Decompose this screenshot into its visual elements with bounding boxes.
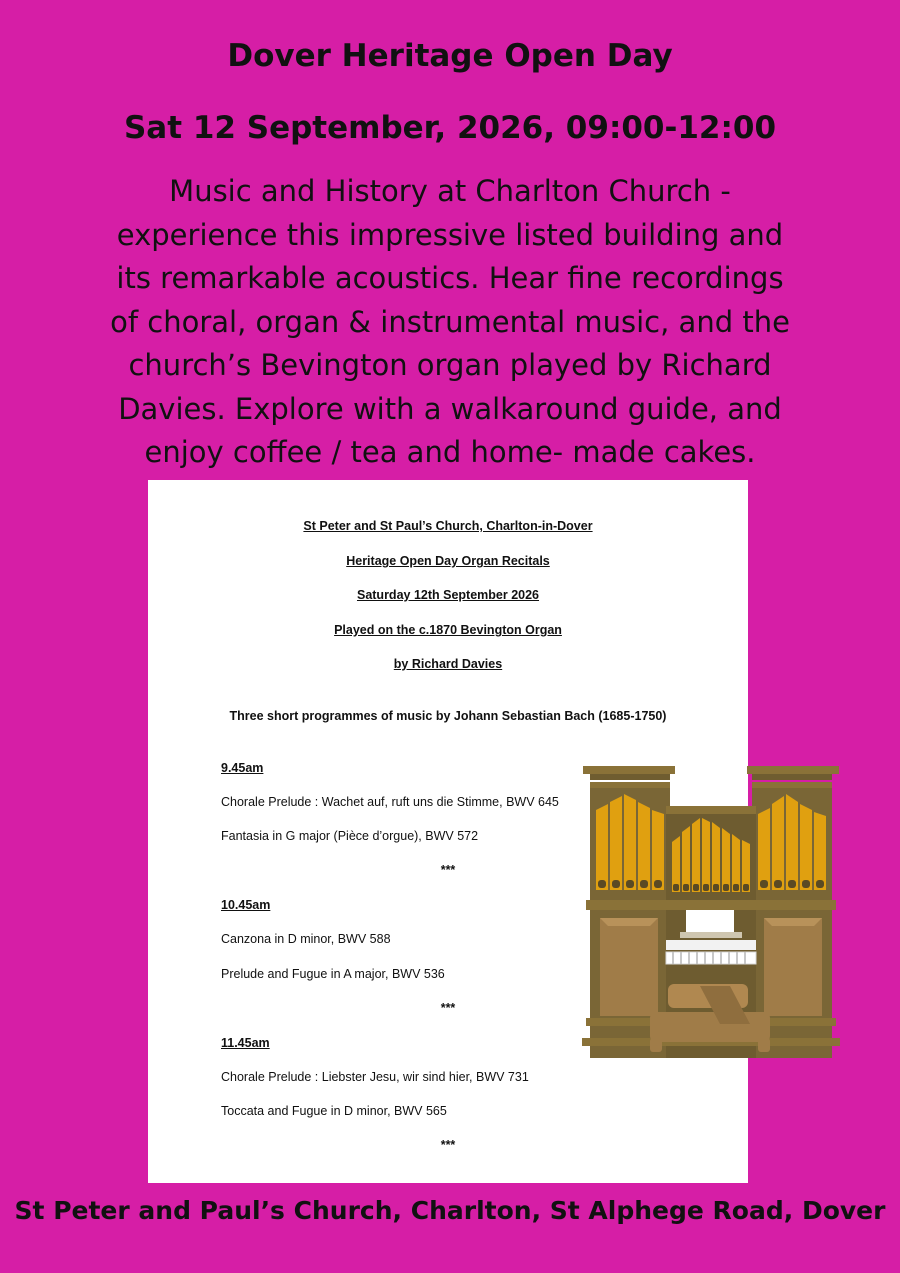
programme-date: Saturday 12th September 2026	[356, 588, 540, 602]
session-piece: Canzona in D minor, BWV 588	[221, 932, 391, 946]
session-time: 10.45am	[221, 898, 271, 912]
programme-performer: by Richard Davies	[393, 657, 503, 671]
session-time: 11.45am	[221, 1036, 270, 1050]
session-piece: Chorale Prelude : Liebster Jesu, wir sind hier, BWV 731	[221, 1070, 529, 1084]
session-piece: Toccata and Fugue in D minor, BWV 565	[221, 1104, 447, 1118]
event-description: Music and History at Charlton Church - experience this impressive listed building and its remarkable acoustics. Hear fine recordings of choral, organ & instrumental music, and the church’s Bevington organ played by Richard Davies. Explore with a walkaround guide, and enjoy coffee / tea and home- made cakes.	[110, 174, 790, 469]
session-separator: ***	[440, 863, 456, 877]
event-datetime: Sat 12 September, 2026, 09:00-12:00	[123, 110, 777, 146]
session-separator: ***	[440, 1001, 456, 1015]
programme-event: Heritage Open Day Organ Recitals	[346, 554, 550, 568]
session-time: 9.45am	[221, 761, 264, 775]
session-piece: Prelude and Fugue in A major, BWV 536	[221, 967, 445, 981]
programme-church: St Peter and St Paul’s Church, Charlton-in-Dover	[303, 519, 593, 533]
programme-intro: Three short programmes of music by Johann Sebastian Bach (1685-1750)	[229, 709, 667, 723]
pipe-organ-icon	[580, 762, 842, 1062]
session-piece: Fantasia in G major (Pièce d’orgue), BWV 572	[221, 829, 479, 843]
session-piece: Chorale Prelude : Wachet auf, ruft uns die Stimme, BWV 645	[221, 795, 559, 809]
programme-organ: Played on the c.1870 Bevington Organ	[334, 623, 562, 637]
church-address: St Peter and Paul’s Church, Charlton, St Alphege Road, Dover	[14, 1196, 886, 1225]
poster-title: Dover Heritage Open Day	[227, 38, 673, 74]
session-separator: ***	[440, 1138, 456, 1152]
